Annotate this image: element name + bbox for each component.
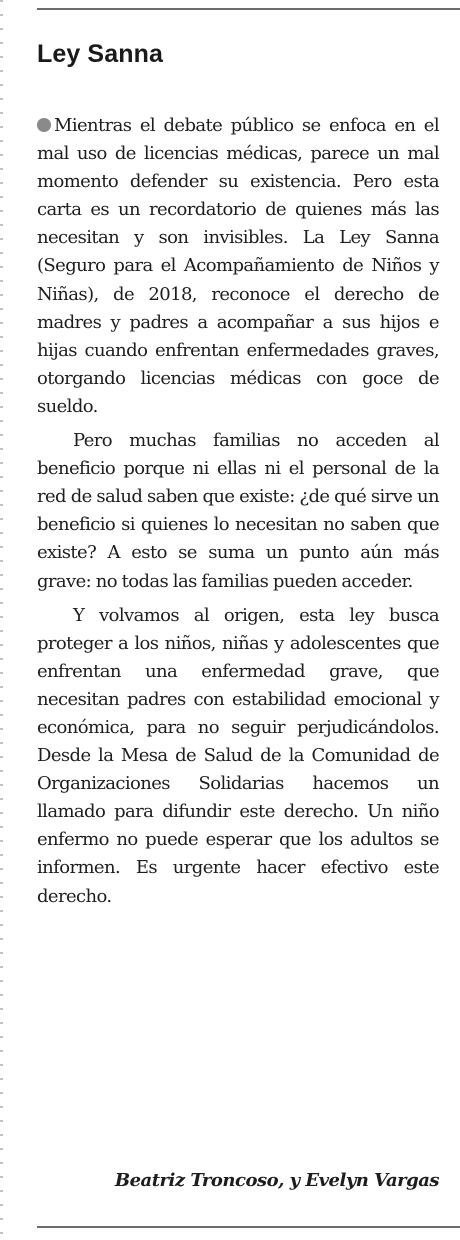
column-gutter-dots — [0, 0, 3, 1240]
article-headline: Ley Sanna — [37, 40, 163, 68]
article-paragraph-1 — [37, 112, 439, 421]
article-body — [37, 112, 439, 911]
author-signature: Beatriz Troncoso, y Evelyn Vargas — [114, 1170, 439, 1191]
article-paragraph-3: Y volvamos al origen, esta ley busca proteger a los niños, niñas y adolescentes que enfrentan una enfermedad grave, que necesitan padres con estabilidad emocional y económica, para no seguir perjudicándolos. Desde la Mesa de Salud de la Comunidad de Organizaciones Solidarias hacemos un llamado para difundir este derecho. Un niño enfermo no puede esperar que los adultos se informen. Es urgente hacer efectivo este derecho. — [37, 604, 439, 907]
article-paragraph-2: Pero muchas familias no acceden al beneficio porque ni ellas ni el personal de la red de salud saben que existe: ¿de qué sirve un beneficio si quienes lo necesitan no saben que existe? A esto se suma un punto aún más grave: no todas las familias pueden acceder. — [37, 430, 439, 592]
paragraph-1-text: Mientras el debate público se enfoca en el mal uso de licencias médicas, parece un mal momento defender su existencia. Pero esta carta es un recordatorio de quienes más las necesitan y son invisibles. La Ley Sanna (Seguro para el Acompañamiento de Niños y Niñas), de 2018, reconoce el derecho de madres y padres a acompañar a sus hijos e hijas cuando enfrentan enfermedades graves, otorgando licencias médicas con goce de sueldo. — [37, 115, 439, 417]
bullet-icon — [37, 118, 51, 132]
bottom-rule — [37, 1226, 460, 1228]
top-rule — [37, 8, 460, 10]
